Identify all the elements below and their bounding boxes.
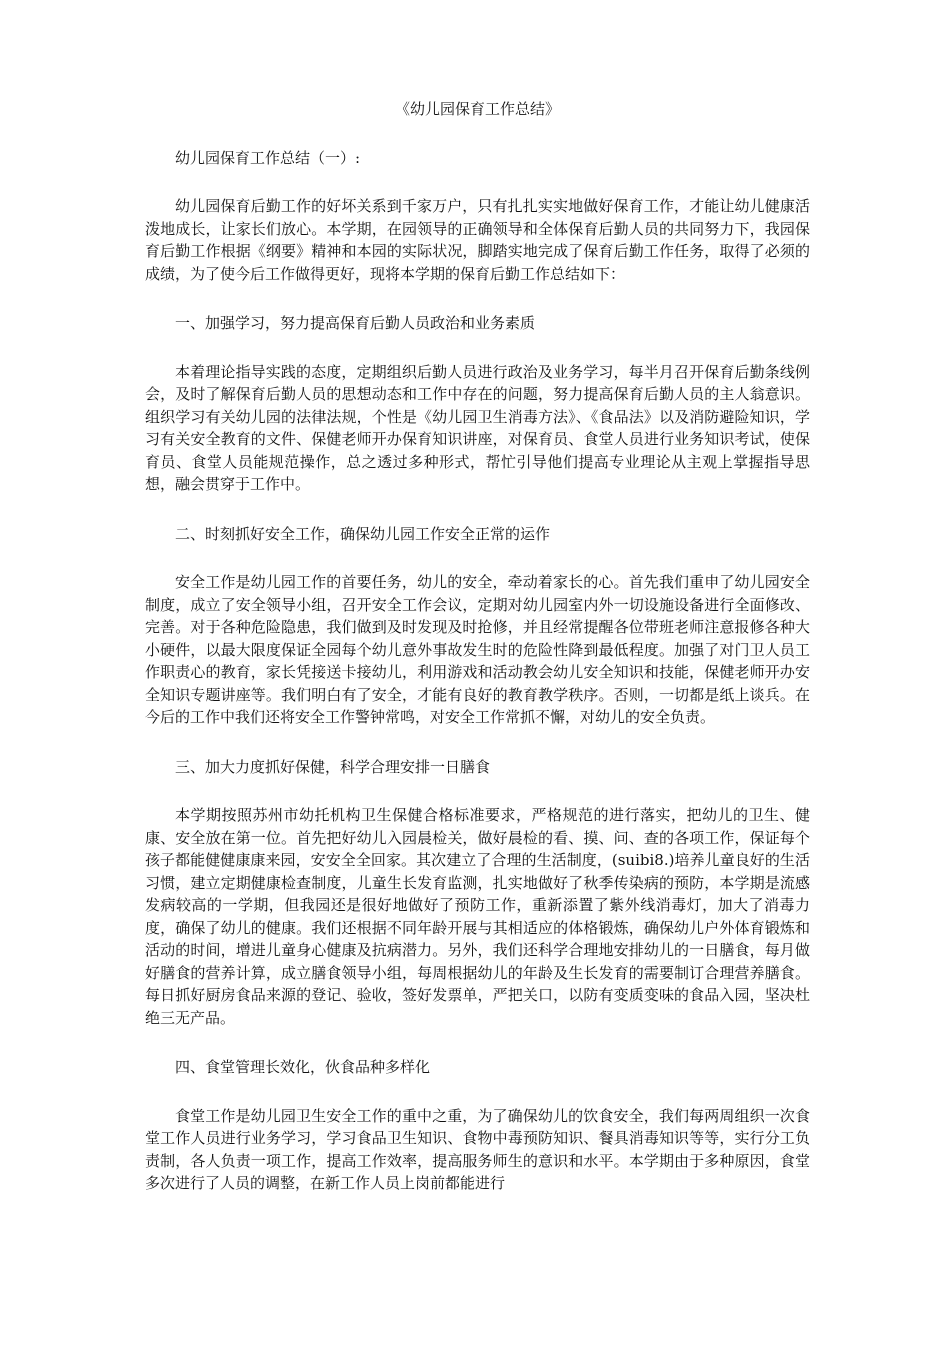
section-2-heading: 二、时刻抓好安全工作，确保幼儿园工作安全正常的运作 bbox=[175, 524, 551, 543]
section-3-heading: 三、加大力度抓好保健，科学合理安排一日膳食 bbox=[175, 757, 491, 776]
section-1-paragraph: 本着理论指导实践的态度，定期组织后勤人员进行政治及业务学习，每半月召开保育后勤条线例会，及时了解保育后勤人员的思想动态和工作中存在的问题，努力提高保育后勤人员的主人翁意识。组织学习有关幼儿园的法律法规，个性是《幼儿园卫生消毒方法》、《食品法》以及消防避险知识，学习有关安全教育的文件、保健老师开办保育知识讲座，对保育员、食堂人员进行业务知识考试，使保育员、食堂人员能规范操作，总之透过多种形式，帮忙引导他们提高专业理论从主观上掌握指导思想，融会贯穿于工作中。 bbox=[145, 362, 810, 493]
section-3-paragraph: 本学期按照苏州市幼托机构卫生保健合格标准要求，严格规范的进行落实，把幼儿的卫生、健康、安全放在第一位。首先把好幼儿入园晨检关，做好晨检的看、摸、问、查的各项工作，保证每个孩子都能健健康康来园，安安全全回家。其次建立了合理的生活制度，(suibi8.)培养儿童良好的生活习惯，建立定期健康检查制度，儿童生长发育监测，扎实地做好了秋季传染病的预防，本学期是流感发病较高的一学期，但我园还是很好地做好了预防工作，重新添置了紫外线消毒灯，加大了消毒力度，确保了幼儿的健康。我们还根据不同年龄开展与其相适应的体格锻炼，确保幼儿户外体育锻炼和活动的时间，增进儿童身心健康及抗病潜力。另外，我们还科学合理地安排幼儿的一日膳食，每月做好膳食的营养计算，成立膳食领导小组，每周根据幼儿的年龄及生长发育的需要制订合理营养膳食。每日抓好厨房食品来源的登记、验收，签好发票单，严把关口，以防有变质变味的食品入园，坚决杜绝三无产品。 bbox=[145, 806, 810, 1027]
section-4-paragraph: 食堂工作是幼儿园卫生安全工作的重中之重，为了确保幼儿的饮食安全，我们每两周组织一次食堂工作人员进行业务学习，学习食品卫生知识、食物中毒预防知识、餐具消毒知识等等，实行分工负责制，各人负责一项工作，提高工作效率，提高服务师生的意识和水平。本学期由于多种原因，食堂多次进行了人员的调整，在新工作人员上岗前都能进行 bbox=[145, 1106, 810, 1192]
intro-paragraph: 幼儿园保育后勤工作的好坏关系到千家万户，只有扎扎实实地做好保育工作，才能让幼儿健康活泼地成长，让家长们放心。本学期，在园领导的正确领导和全体保育后勤人员的共同努力下，我园保育后勤工作根据《纲要》精神和本园的实际状况，脚踏实地完成了保育后勤工作任务，取得了必须的成绩，为了使今后工作做得更好，现将本学期的保育后勤工作总结如下： bbox=[145, 197, 810, 283]
section-1-heading: 一、加强学习，努力提高保育后勤人员政治和业务素质 bbox=[175, 314, 536, 332]
document-body bbox=[145, 98, 810, 1222]
section-4-heading: 四、食堂管理长效化，伙食品种多样化 bbox=[175, 1058, 431, 1076]
section-intro-heading: 幼儿园保育工作总结（一）: bbox=[175, 148, 361, 167]
section-2-paragraph: 安全工作是幼儿园工作的首要任务，幼儿的安全，牵动着家长的心。首先我们重申了幼儿园安全制度，成立了安全领导小组，召开安全工作会议，定期对幼儿园室内外一切设施设备进行全面修改、完善。对于各种危险隐患，我们做到及时发现及时抢修，并且经常提醒各位带班老师注意报修各种大小硬件，以最大限度保证全园每个幼儿意外事故发生时的危险性降到最低程度。加强了对门卫人员工作职责心的教育，家长凭接送卡接幼儿，利用游戏和活动教会幼儿安全知识和技能，保健老师开办安全知识专题讲座等。我们明白有了安全，才能有良好的教育教学秩序。否则，一切都是纸上谈兵。在今后的工作中我们还将安全工作警钟常鸣，对安全工作常抓不懈，对幼儿的安全负责。 bbox=[145, 573, 810, 726]
document-title: 《幼儿园保育工作总结》 bbox=[394, 100, 560, 118]
